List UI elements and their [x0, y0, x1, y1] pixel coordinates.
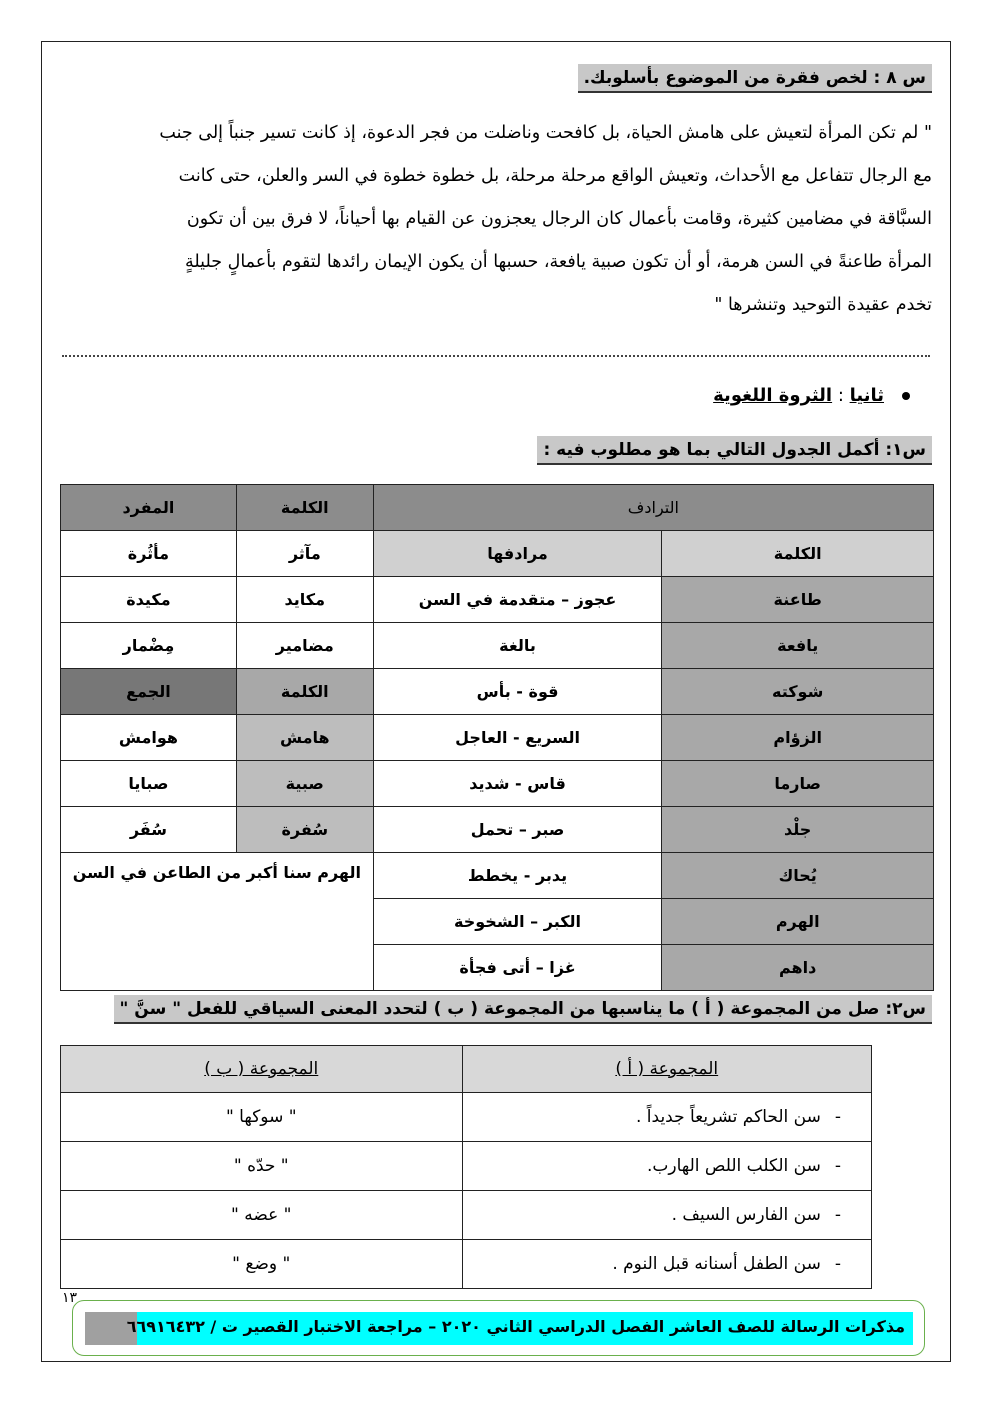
paragraph-line: السبَّاقة في مضامين كثيرة، وقامت بأعمال كان الرجال يعجزون عن القيام بها أحياناً، لا فرق بين أن تكون: [186, 209, 932, 229]
question-1-title: س١: أكمل الجدول التالي بما هو مطلوب فيه :: [537, 436, 932, 465]
question-8-title: س ٨ : لخص فقرة من الموضوع بأسلوبك.: [578, 64, 932, 93]
section-heading: ثانيا : الثروة اللغوية: [713, 385, 932, 406]
vocabulary-table: [60, 484, 934, 991]
synonym-answer: صبر – تحمل: [373, 807, 662, 853]
bullet-icon: [902, 392, 910, 400]
subheader-kalima: الكلمة: [662, 531, 934, 577]
paragraph-line: المرأة طاعنةً في السن هرمة، أو أن تكون صبية يافعة، حسبها أن يكون الإيمان رائدها لتقوم بأعمالٍ جليلةٍ: [184, 252, 932, 272]
synonym-word: يافعة: [662, 623, 934, 669]
group-a-item: -سن الحاكم تشريعاً جديداً .: [462, 1093, 872, 1142]
singular-word: مضامير: [236, 623, 373, 669]
group-b-item: " حدّه ": [61, 1142, 463, 1191]
plural-word: سُفرة: [236, 807, 373, 853]
paragraph-line: مع الرجال تتفاعل مع الأحداث، وتعيش الواقع مرحلة مرحلة، بل خطوة خطوة في السر والعلن، حتى كانت: [178, 166, 932, 186]
question-2-title: س٢: صل من المجموعة ( أ ) ما يناسبها من المجموعة ( ب ) لتحدد المعنى السياقي للفعل " سنَّ ": [114, 995, 933, 1024]
synonym-answer: الكبر – الشخوخة: [373, 899, 662, 945]
synonym-word: جلْد: [662, 807, 934, 853]
synonym-answer: عجوز – متقدمة في السن: [373, 577, 662, 623]
synonym-answer: قوة - بأس: [373, 669, 662, 715]
group-b-header: المجموعة ( ب ): [61, 1046, 463, 1093]
header-mufrad: المفرد: [61, 485, 237, 531]
plural-word: صبية: [236, 761, 373, 807]
plural-answer: صبايا: [61, 761, 237, 807]
synonym-answer: قاس - شديد: [373, 761, 662, 807]
group-b-item: " سوكها ": [61, 1093, 463, 1142]
synonym-word: الزؤام: [662, 715, 934, 761]
page-number: ١٣: [62, 1290, 78, 1306]
answer-dotted-line: [62, 355, 930, 357]
header-kalima: الكلمة: [236, 485, 373, 531]
group-b-item: " وضع ": [61, 1240, 463, 1289]
group-a-item: -سن الفارس السيف .: [462, 1191, 872, 1240]
singular-answer: مِضْمار: [61, 623, 237, 669]
synonym-answer: يدبر - يخطط: [373, 853, 662, 899]
plural-header-jam: الجمع: [61, 669, 237, 715]
header-taraduf: الترادف: [373, 485, 933, 531]
group-a-item: -سن الطفل أسنانه قبل النوم .: [462, 1240, 872, 1289]
plural-header-kalima: الكلمة: [236, 669, 373, 715]
note-cell: الهرم سنا أكبر من الطاعن في السن: [61, 853, 374, 991]
synonym-word: داهم: [662, 945, 934, 991]
synonym-word: يُحاك: [662, 853, 934, 899]
synonym-answer: السريع - العاجل: [373, 715, 662, 761]
paragraph-line: تخدم عقيدة التوحيد وتنشرها ": [714, 295, 932, 315]
synonym-word: شوكته: [662, 669, 934, 715]
plural-answer: سُفَر: [61, 807, 237, 853]
paragraph-line: " لم تكن المرأة لتعيش على هامش الحياة، بل كافحت وناضلت من فجر الدعوة، إذ كانت تسير جنباً إلى جنب: [159, 123, 932, 143]
q8-paragraph: [57, 112, 932, 327]
subheader-muradif: مرادفها: [373, 531, 662, 577]
synonym-answer: غزا – أتى فجأة: [373, 945, 662, 991]
singular-answer: مكيدة: [61, 577, 237, 623]
plural-answer: هوامش: [61, 715, 237, 761]
group-b-item: " عضه ": [61, 1191, 463, 1240]
footer-text: مذكرات الرسالة للصف العاشر الفصل الدراسي الثاني ٢٠٢٠ – مراجعة الاختبار القصير ت / ٦٦٩١٦٤٣٢: [126, 1317, 905, 1336]
group-a-item: -سن الكلب اللص الهارب.: [462, 1142, 872, 1191]
synonym-word: الهرم: [662, 899, 934, 945]
group-a-header: المجموعة ( أ ): [462, 1046, 872, 1093]
footer-bar: [85, 1312, 913, 1345]
singular-answer: مأثُرة: [61, 531, 237, 577]
singular-word: مآثر: [236, 531, 373, 577]
singular-word: مكايد: [236, 577, 373, 623]
synonym-answer: بالغة: [373, 623, 662, 669]
synonym-word: طاعنة: [662, 577, 934, 623]
synonym-word: صارما: [662, 761, 934, 807]
footer-box: [72, 1300, 925, 1356]
plural-word: هامش: [236, 715, 373, 761]
matching-table: [60, 1045, 872, 1289]
